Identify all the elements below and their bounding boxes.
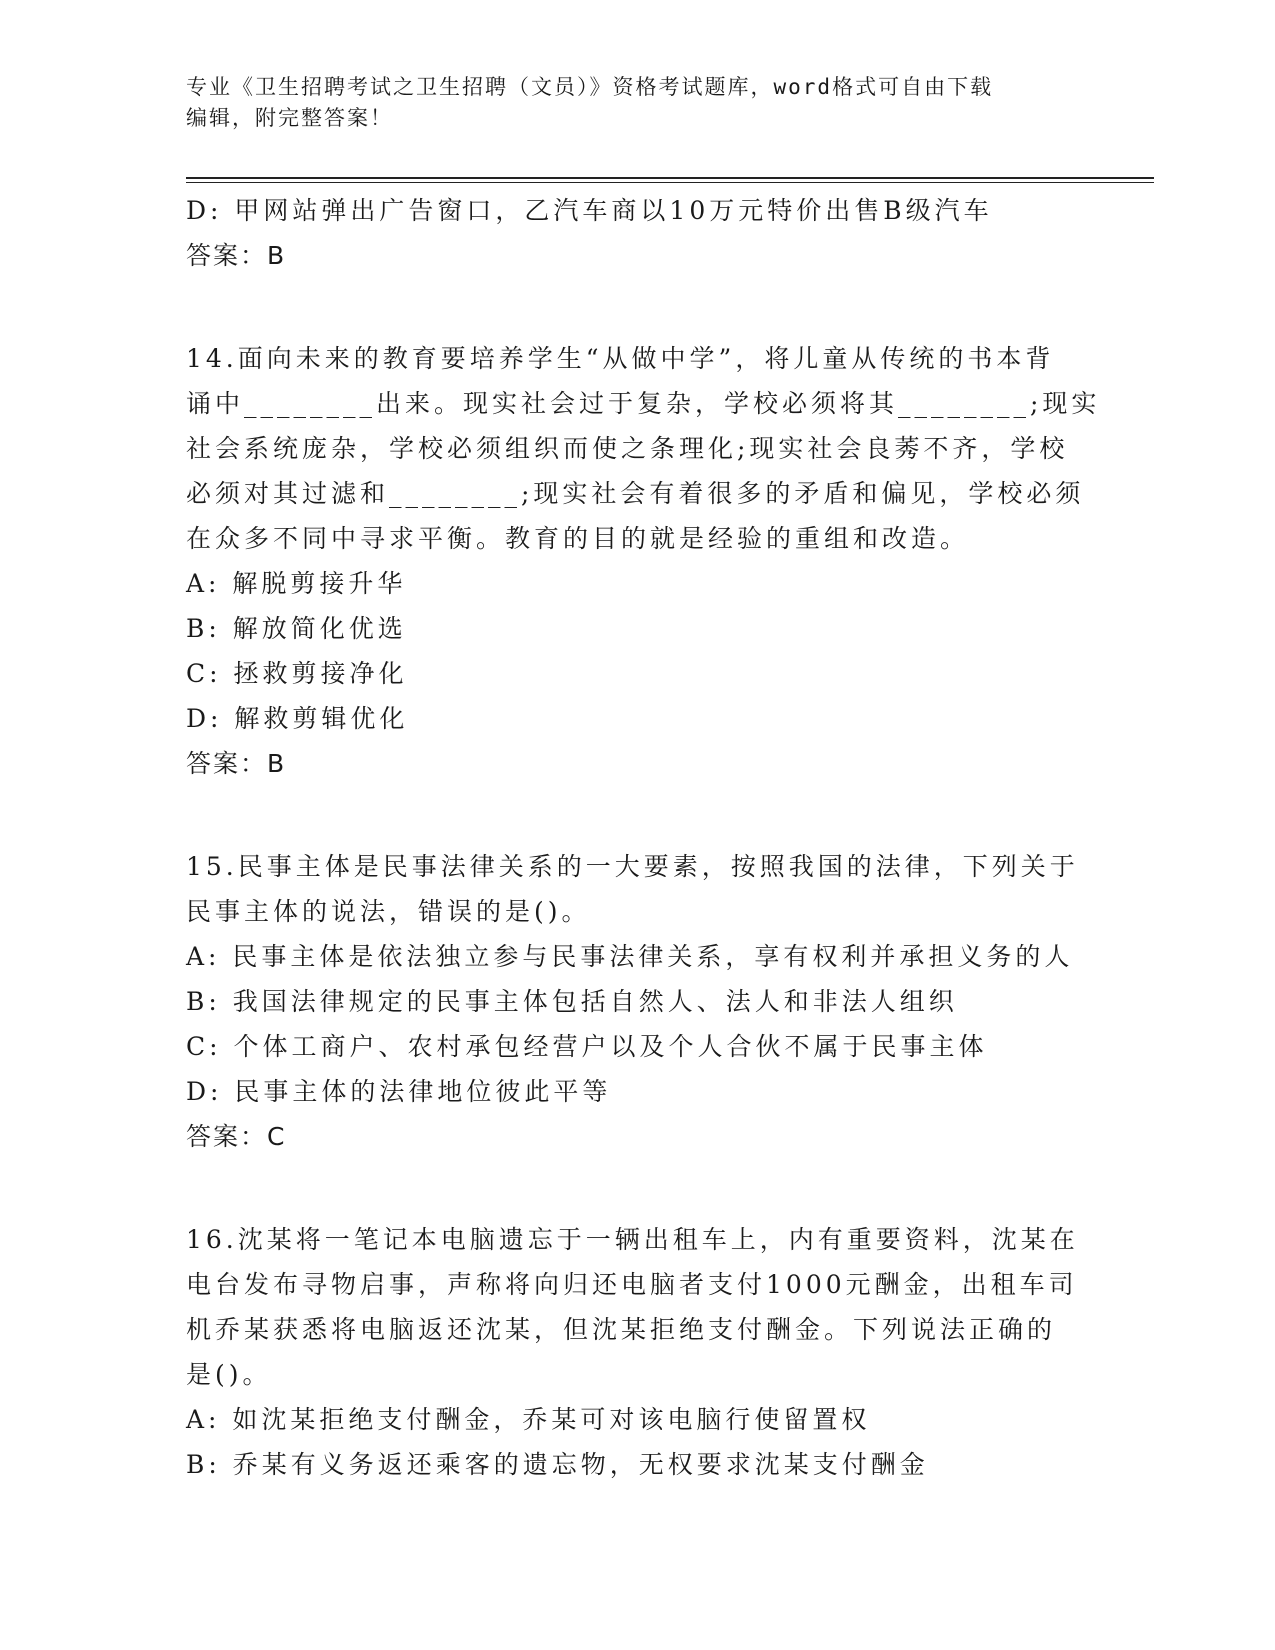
question-text-line: 是()。: [186, 1360, 272, 1389]
header-line-2: 编辑，附完整答案！: [186, 106, 393, 130]
option-b: B: 解放简化优选: [186, 614, 407, 643]
option-b: B: 乔某有义务返还乘客的遗忘物，无权要求沈某支付酬金: [186, 1450, 929, 1479]
option-a: A: 解脱剪接升华: [186, 569, 407, 598]
question-text: [186, 1217, 1086, 1397]
option-a: A: 如沈某拒绝支付酬金，乔某可对该电脑行使留置权: [186, 1405, 871, 1434]
question-text-line: 15.民事主体是民事法律关系的一大要素，按照我国的法律，下列关于: [186, 852, 1079, 881]
answer-line: 答案：C: [186, 1122, 287, 1151]
question-text-line: 必须对其过滤和________;现实社会有着很多的矛盾和偏见，学校必须: [186, 479, 1085, 508]
question-text-line: 机乔某获悉将电脑返还沈某，但沈某拒绝支付酬金。下列说法正确的: [186, 1315, 1057, 1344]
question-text-line: 在众多不同中寻求平衡。教育的目的就是经验的重组和改造。: [186, 524, 970, 553]
answer-line: 答案：B: [186, 749, 287, 778]
answer-line: 答案：B: [186, 241, 287, 270]
header-line-1: 专业《卫生招聘考试之卫生招聘（文员）》资格考试题库，word格式可自由下载: [186, 75, 994, 99]
question-16: [186, 1217, 1086, 1487]
question-text-line: 14.面向未来的教育要培养学生“从做中学”，将儿童从传统的书本背: [186, 344, 1055, 373]
option-c: C: 个体工商户、农村承包经营户以及个人合伙不属于民事主体: [186, 1032, 988, 1061]
option-a: A: 民事主体是依法独立参与民事法律关系，享有权利并承担义务的人: [186, 942, 1074, 971]
question-text-line: 民事主体的说法，错误的是()。: [186, 897, 591, 926]
question-text-line: 诵中________出来。现实社会过于复杂，学校必须将其________;现实: [186, 389, 1101, 418]
question-text-line: 电台发布寻物启事，声称将向归还电脑者支付1000元酬金，出租车司: [186, 1270, 1078, 1299]
page-header: [186, 72, 1066, 134]
option-c: C: 拯救剪接净化: [186, 659, 408, 688]
question-text-line: 社会系统庞杂，学校必须组织而使之条理化;现实社会良莠不齐，学校: [186, 434, 1069, 463]
question-text-line: 16.沈某将一笔记本电脑遗忘于一辆出租车上，内有重要资料，沈某在: [186, 1225, 1079, 1254]
header-divider-thin: [186, 182, 1154, 183]
question-content: [186, 188, 1101, 1487]
option-b: B: 我国法律规定的民事主体包括自然人、法人和非法人组织: [186, 987, 958, 1016]
option-d: D: 解救剪辑优化: [186, 704, 409, 733]
header-divider: [186, 177, 1154, 179]
question-text: [186, 336, 1101, 561]
option-d: D: 甲网站弹出广告窗口，乙汽车商以10万元特价出售B级汽车: [186, 196, 993, 225]
question-13-fragment: [186, 188, 1086, 278]
question-14: [186, 336, 1101, 786]
option-d: D: 民事主体的法律地位彼此平等: [186, 1077, 612, 1106]
question-text: [186, 844, 1086, 934]
question-15: [186, 844, 1086, 1159]
